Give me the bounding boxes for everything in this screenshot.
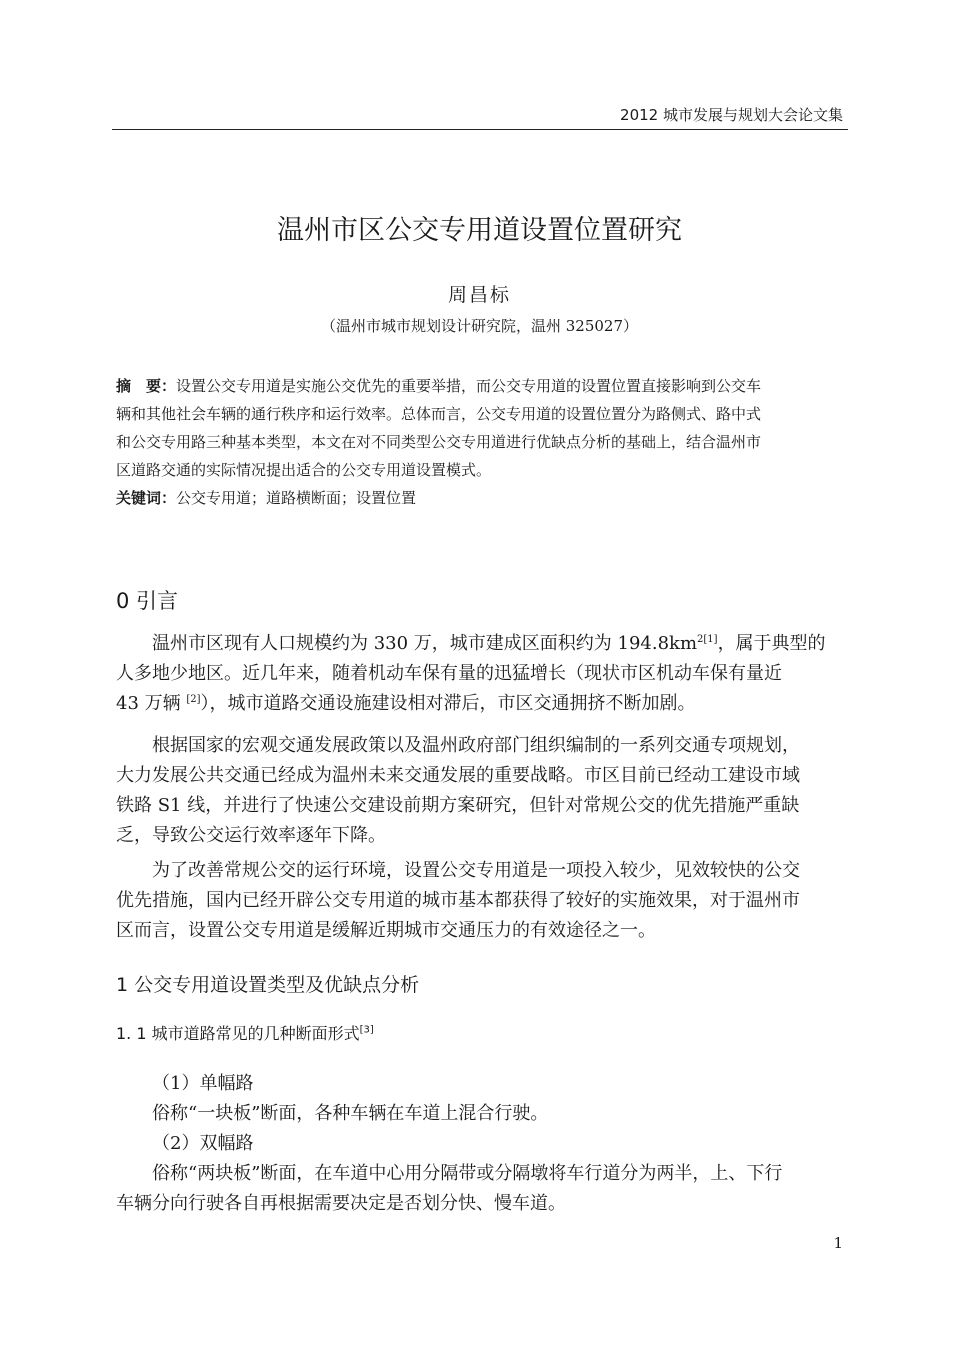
abstract-text: 设置公交专用道是实施公交优先的重要举措，而公交专用道的设置位置直接影响到公交车 — [176, 377, 762, 395]
abstract-line: 区道路交通的实际情况提出适合的公交专用道设置模式。 — [116, 461, 492, 479]
abstract-line — [116, 372, 846, 400]
section-body — [116, 1069, 846, 1219]
list-item-label: （1）单幅路 — [152, 1073, 254, 1094]
paragraph-line: 人多地少地区。近几年来，随着机动车保有量的迅猛增长（现状市区机动车保有量近 — [116, 663, 782, 684]
paper-affiliation: （温州市城市规划设计研究院，温州 325027） — [320, 317, 639, 335]
citation: [3] — [359, 1024, 374, 1036]
subsection-heading — [116, 1021, 374, 1044]
paragraph-line: 大力发展公共交通已经成为温州未来交通发展的重要战略。市区目前已经动工建设市域 — [116, 765, 800, 786]
text-run: ，属于典型的 — [717, 633, 826, 654]
running-header: 2012 城市发展与规划大会论文集 — [620, 106, 843, 124]
abstract — [116, 372, 846, 512]
intro-paragraph-2 — [116, 731, 846, 851]
paragraph-line: 区而言，设置公交专用道是缓解近期城市交通压力的有效途径之一。 — [116, 920, 656, 941]
list-item-desc: 俗称“两块板”断面，在车道中心用分隔带或分隔墩将车行道分为两半，上、下行 — [152, 1163, 783, 1184]
text-run: ），城市道路交通设施建设相对滞后，市区交通拥挤不断加剧。 — [200, 693, 696, 714]
paragraph-line: 根据国家的宏观交通发展政策以及温州政府部门组织编制的一系列交通专项规划， — [152, 735, 800, 756]
keywords-text: 公交专用道；道路横断面；设置位置 — [176, 489, 417, 507]
list-item-label: （2）双幅路 — [152, 1133, 254, 1154]
paragraph-line: 铁路 S1 线，并进行了快速公交建设前期方案研究，但针对常规公交的优先措施严重缺 — [116, 795, 800, 816]
abstract-line: 和公交专用路三种基本类型，本文在对不同类型公交专用道进行优缺点分析的基础上，结合温州市 — [116, 433, 762, 451]
subsection-title: 1. 1 城市道路常见的几种断面形式 — [116, 1024, 360, 1043]
page-number: 1 — [833, 1234, 843, 1252]
intro-paragraph-1 — [116, 629, 846, 719]
paper-author: 周昌标 — [447, 284, 511, 306]
keywords-label: 关键词： — [116, 489, 177, 507]
abstract-label: 摘 要： — [116, 377, 177, 395]
abstract-line: 辆和其他社会车辆的通行秩序和运行效率。总体而言，公交专用道的设置位置分为路侧式、路中式 — [116, 405, 762, 423]
paragraph-line: 乏，导致公交运行效率逐年下降。 — [116, 825, 386, 846]
section-heading: 1 公交专用道设置类型及优缺点分析 — [116, 974, 420, 996]
list-item-desc: 俗称“一块板”断面，各种车辆在车道上混合行驶。 — [152, 1103, 549, 1124]
citation: 2[1] — [697, 634, 718, 645]
text-run: 43 万辆 — [116, 693, 187, 714]
section-heading: 0 引言 — [116, 589, 179, 613]
header-rule — [112, 129, 848, 130]
paragraph-line: 优先措施，国内已经开辟公交专用道的城市基本都获得了较好的实施效果，对于温州市 — [116, 890, 800, 911]
paragraph-line — [116, 629, 846, 659]
text-run: 温州市区现有人口规模约为 330 万，城市建成区面积约为 194.8km — [152, 633, 698, 654]
paragraph-line: 为了改善常规公交的运行环境，设置公交专用道是一项投入较少，见效较快的公交 — [152, 860, 800, 881]
intro-paragraph-3 — [116, 856, 846, 946]
paper-title: 温州市区公交专用道设置位置研究 — [277, 215, 682, 246]
citation: [2] — [186, 694, 201, 705]
list-item-desc: 车辆分向行驶各自再根据需要决定是否划分快、慢车道。 — [116, 1193, 566, 1214]
keywords-line — [116, 484, 846, 512]
paragraph-line — [116, 689, 846, 719]
